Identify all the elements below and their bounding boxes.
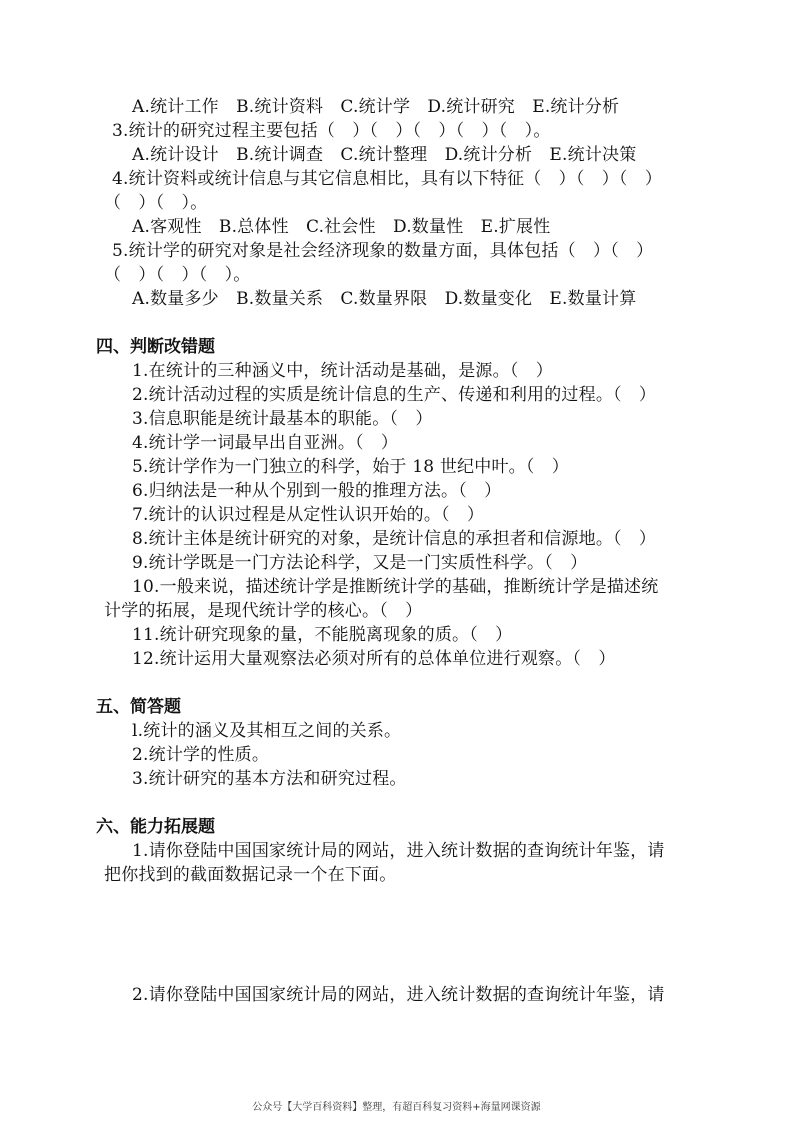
judge-item-6: 6.归纳法是一种从个别到一般的推理方法。（ ） <box>132 481 502 501</box>
q4-text-line1: 4.统计资料或统计信息与其它信息相比，具有以下特征（ ）（ ）（ ） <box>112 169 663 189</box>
judge-item-10-line2: 计学的拓展，是现代统计学的核心。（ ） <box>104 601 423 621</box>
section5-title: 五、简答题 <box>96 697 181 717</box>
judge-item-12: 12.统计运用大量观察法必须对所有的总体单位进行观察。（ ） <box>132 649 616 669</box>
judge-item-5: 5.统计学作为一门独立的科学，始于 18 世纪中叶。（ ） <box>132 457 569 477</box>
q4-text-line2: （ ）（ ）。 <box>104 193 208 213</box>
judge-item-7: 7.统计的认识过程是从定性认识开始的。（ ） <box>132 505 485 525</box>
q3-options: A.统计设计 B.统计调查 C.统计整理 D.统计分析 E.统计决策 <box>132 145 637 165</box>
extension-q1-line1: 1.请你登陆中国国家统计局的网站，进入统计数据的查询统计年鉴，请 <box>132 841 665 861</box>
extension-q2-line1: 2.请你登陆中国国家统计局的网站，进入统计数据的查询统计年鉴，请 <box>132 985 665 1005</box>
q5-text-line2: （ ）（ ）（ ）。 <box>104 265 251 285</box>
judge-item-2: 2.统计活动过程的实质是统计信息的生产、传递和利用的过程。（ ） <box>132 385 657 405</box>
judge-item-8: 8.统计主体是统计研究的对象，是统计信息的承担者和信源地。（ ） <box>132 529 657 549</box>
judge-item-10-line1: 10.一般来说，描述统计学是推断统计学的基础，推断统计学是描述统 <box>132 577 659 597</box>
judge-item-4: 4.统计学一词最早出自亚洲。（ ） <box>132 433 399 453</box>
short-answer-3: 3.统计研究的基本方法和研究过程。 <box>132 769 407 789</box>
section4-title: 四、判断改错题 <box>96 337 215 357</box>
judge-item-9: 9.统计学既是一门方法论科学，又是一门实质性科学。（ ） <box>132 553 588 573</box>
short-answer-2: 2.统计学的性质。 <box>132 745 270 765</box>
section6-title: 六、能力拓展题 <box>96 817 215 837</box>
judge-item-3: 3.信息职能是统计最基本的职能。（ ） <box>132 409 433 429</box>
extension-q1-line2: 把你找到的截面数据记录一个在下面。 <box>104 865 397 885</box>
q3-text: 3.统计的研究过程主要包括（ ）（ ）（ ）（ ）（ ）。 <box>112 121 551 141</box>
q4-options: A.客观性 B.总体性 C.社会性 D.数量性 E.扩展性 <box>132 217 551 237</box>
short-answer-1: l.统计的涵义及其相互之间的关系。 <box>132 721 402 741</box>
q2-options: A.统计工作 B.统计资料 C.统计学 D.统计研究 E.统计分析 <box>132 97 620 117</box>
judge-item-11: 11.统计研究现象的量，不能脱离现象的质。（ ） <box>132 625 513 645</box>
q5-options: A.数量多少 B.数量关系 C.数量界限 D.数量变化 E.数量计算 <box>132 289 637 309</box>
judge-item-1: 1.在统计的三种涵义中，统计活动是基础，是源。（ ） <box>132 361 553 381</box>
footer-note: 公众号【大学百科资料】整理，有超百科复习资料+海量网课资源 <box>252 1102 541 1113</box>
q5-text-line1: 5.统计学的研究对象是社会经济现象的数量方面，具体包括（ ）（ ） <box>112 241 654 261</box>
